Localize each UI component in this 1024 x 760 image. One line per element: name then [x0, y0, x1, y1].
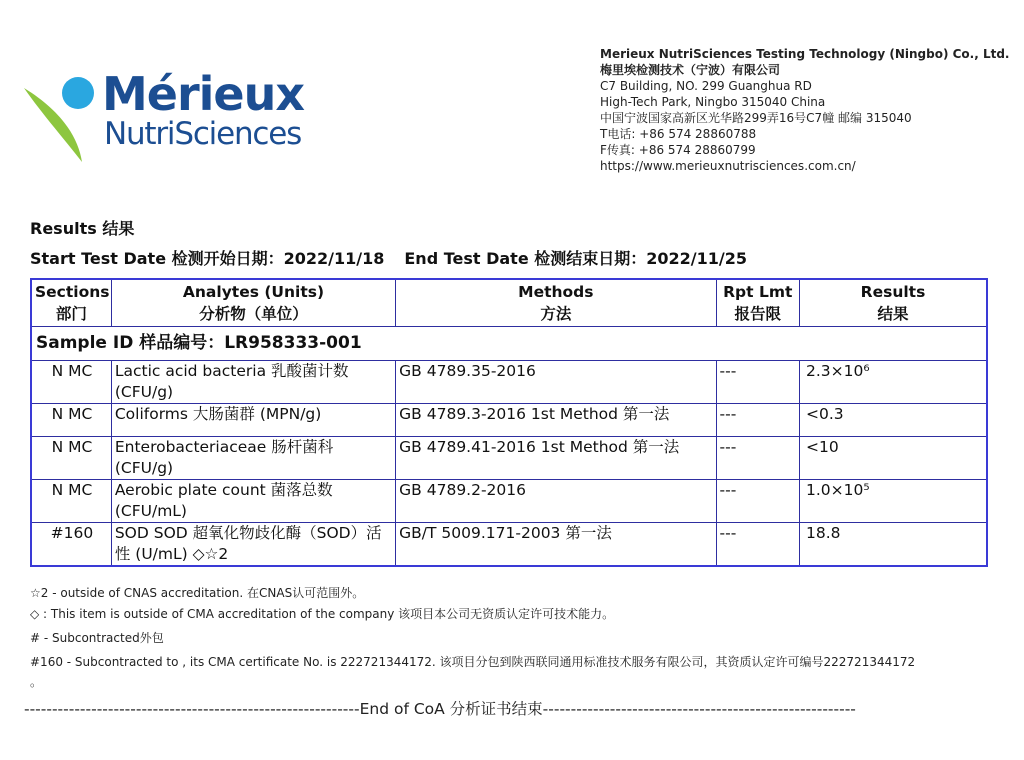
- results-table: [30, 278, 988, 567]
- table-row: [31, 523, 987, 567]
- header-results-cn: 结果: [877, 305, 909, 323]
- footnote-subcontractor-end: 。: [30, 675, 43, 689]
- company-address-line2: High-Tech Park, Ningbo 315040 China: [600, 95, 826, 109]
- header-sections-cn: 部门: [55, 305, 87, 323]
- cell-section: N MC: [31, 480, 111, 523]
- cell-method: GB 4789.2-2016: [396, 480, 716, 523]
- header-rpt-lmt: [716, 279, 799, 327]
- cell-analyte: Aerobic plate count 菌落总数 (CFU/mL): [111, 480, 395, 523]
- footnote-subcontractor: #160 - Subcontracted to , its CMA certificate No. is 222721344172. 该项目分包到陕西联同通用标准技术服务有限公司，其资质认定许可编号222721344172: [30, 655, 916, 669]
- cell-analyte: SOD SOD 超氧化物歧化酶（SOD）活性 (U/mL) ◇☆2: [111, 523, 395, 567]
- company-name-en: Merieux NutriSciences Testing Technology (Ningbo) Co., Ltd.: [600, 47, 1010, 61]
- cell-method: GB 4789.41-2016 1st Method 第一法: [396, 437, 716, 480]
- header-rpt-en: Rpt Lmt: [723, 283, 793, 301]
- results-title: Results 结果: [30, 219, 135, 238]
- table-header-row: [31, 279, 987, 327]
- logo-name-line2: NutriSciences: [104, 116, 302, 152]
- company-website[interactable]: https://www.merieuxnutrisciences.com.cn/: [600, 159, 856, 173]
- header-methods-en: Methods: [518, 283, 594, 301]
- header-analytes: [111, 279, 395, 327]
- logo-leaf-icon: [20, 66, 104, 166]
- start-test-date: Start Test Date 检测开始日期：2022/11/18: [30, 249, 385, 268]
- cell-section: N MC: [31, 404, 111, 437]
- header-methods-cn: 方法: [540, 305, 572, 323]
- cell-section: #160: [31, 523, 111, 567]
- logo-name-line1: Mérieux: [102, 67, 305, 121]
- header-methods: [396, 279, 716, 327]
- sample-id: Sample ID 样品编号：LR958333-001: [31, 327, 987, 361]
- table-row: [31, 404, 987, 437]
- cell-rpt-lmt: ---: [716, 480, 799, 523]
- cell-section: N MC: [31, 437, 111, 480]
- footnote-cnas: ☆2 - outside of CNAS accreditation. 在CNAS认可范围外。: [30, 586, 365, 600]
- cell-rpt-lmt: ---: [716, 437, 799, 480]
- footnote-subcontracted: # - Subcontracted外包: [30, 631, 164, 645]
- cell-analyte: Coliforms 大肠菌群 (MPN/g): [111, 404, 395, 437]
- cell-result: <0.3: [799, 404, 987, 437]
- cell-result: 2.3×10⁶: [799, 361, 987, 404]
- cell-result: 1.0×10⁵: [799, 480, 987, 523]
- table-row: [31, 480, 987, 523]
- header-results-en: Results: [860, 283, 926, 301]
- cell-result: <10: [799, 437, 987, 480]
- cell-method: GB 4789.35-2016: [396, 361, 716, 404]
- end-test-date: End Test Date 检测结束日期：2022/11/25: [404, 249, 748, 268]
- cell-analyte: Enterobacteriaceae 肠杆菌科 (CFU/g): [111, 437, 395, 480]
- header-rpt-cn: 报告限: [734, 305, 781, 323]
- cell-rpt-lmt: ---: [716, 361, 799, 404]
- company-name-cn: 梅里埃检测技术（宁波）有限公司: [600, 63, 781, 77]
- header-analytes-cn: 分析物（单位）: [199, 305, 308, 323]
- sample-id-row: [31, 327, 987, 361]
- header-analytes-en: Analytes (Units): [182, 283, 325, 301]
- cell-method: GB 4789.3-2016 1st Method 第一法: [396, 404, 716, 437]
- test-dates: [30, 246, 747, 269]
- company-tel: T电话: +86 574 28860788: [600, 127, 757, 141]
- footnote-cma: ◇ : This item is outside of CMA accreditation of the company 该项目本公司无资质认定许可技术能力。: [30, 607, 615, 621]
- cell-rpt-lmt: ---: [716, 523, 799, 567]
- end-of-coa-marker: ------------------------------------------------------------End of CoA 分析证书结束--------------------------------------------------------: [24, 700, 856, 718]
- cell-result: 18.8: [799, 523, 987, 567]
- company-logo: [20, 66, 310, 166]
- company-fax: F传真: +86 574 28860799: [600, 143, 756, 157]
- cell-section: N MC: [31, 361, 111, 404]
- company-address-cn: 中国宁波国家高新区光华路299弄16号C7幢 邮编 315040: [600, 111, 912, 125]
- cell-method: GB/T 5009.171-2003 第一法: [396, 523, 716, 567]
- header-sections: [31, 279, 111, 327]
- table-row: [31, 437, 987, 480]
- cell-rpt-lmt: ---: [716, 404, 799, 437]
- header-results: [799, 279, 987, 327]
- table-row: [31, 361, 987, 404]
- header-sections-en: Sections: [35, 283, 110, 301]
- company-address-line1: C7 Building, NO. 299 Guanghua RD: [600, 79, 812, 93]
- cell-analyte: Lactic acid bacteria 乳酸菌计数 (CFU/g): [111, 361, 395, 404]
- company-info: [600, 46, 1020, 174]
